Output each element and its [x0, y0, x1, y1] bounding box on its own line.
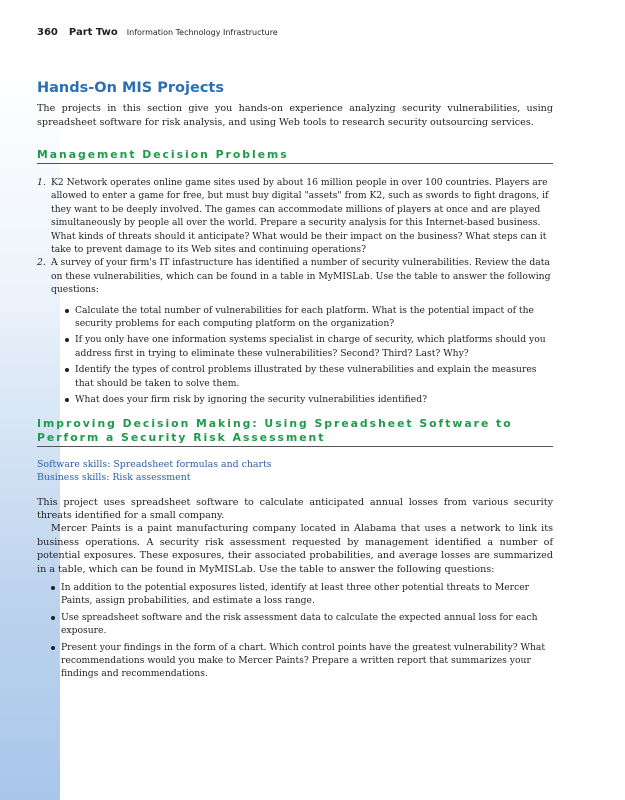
problem-item: 1. K2 Network operates online game sites used by about 16 million people in over 100 countries. Players are allowed to enter a game for free, but must buy digital "assets" from K2, such as swords to fight dragons, if they want to be deeply involved. The games can accommodate millions of players at once and are played simultaneously by people all over the world. Prepare a security analysis for this Internet-based business. What kinds of threats should it anticipate? What would be their impact on the business? What steps can it take to prevent damage to its Web sites and continuing operations? [37, 177, 549, 256]
part-label: Part Two [68, 27, 118, 38]
skills-block [37, 458, 553, 484]
running-head [37, 27, 278, 38]
list-item: If you only have one information systems specialist in charge of security, which platforms should you address first in trying to eliminate these vulnerabilities? Second? Third? Last? Why? [51, 333, 553, 360]
problem-text: A survey of your firm's IT infastructure has identified a number of security vulnerabilities. Review the data on these vulnerabilities, which can be found in a table in MyMISLab. Use the table to answer the following questions: [51, 257, 551, 296]
bullet-icon [65, 368, 69, 372]
bullet-icon [65, 398, 69, 402]
paragraph: This project uses spreadsheet software to calculate anticipated annual losses from various security threats identified for a small company. [37, 496, 553, 521]
problem-item: 2. A survey of your firm's IT infastructure has identified a number of security vulnerabilities. Review the data on these vulnerabilities, which can be found in a table in MyMISLab. Use the table to answer the following questions: Calculate the total number of vulnerabilities for each platform. What is the potential impact of the security problems for each computing platform on the organization? If you only have one information systems specialist in charge of security, which platforms should you address first in trying to eliminate these vulnerabilities? Second? Third? Last? Why? Identify the types of control problems illustrated by these vulnerabilities and explain the measures that should be taken to solve them. What does your firm risk by ignoring the security vulnerabilities identified? [37, 256, 553, 406]
improving-section-title: Improving Decision Making: Using Spreadsheet Software to Perform a Security Risk Assessment [37, 417, 553, 447]
bullet-icon [51, 616, 55, 620]
problem-list [37, 176, 553, 407]
list-item: In addition to the potential exposures listed, identify at least three other potential threats to Mercer Paints, assign probabilities, and estimate a loss range. [37, 581, 553, 608]
book-section-title: Information Technology Infrastructure [126, 28, 278, 37]
intro-paragraph: The projects in this section give you hands-on experience analyzing security vulnerabilities, using spreadsheet software for risk analysis, and using Web tools to research security outsourcing services. [37, 103, 553, 128]
question-list [51, 304, 553, 407]
list-item: Use spreadsheet software and the risk assessment data to calculate the expected annual loss for each exposure. [37, 611, 553, 638]
list-item: Calculate the total number of vulnerabilities for each platform. What is the potential impact of the security problems for each computing platform on the organization? [51, 304, 553, 331]
bullet-icon [51, 646, 55, 650]
list-item: What does your firm risk by ignoring the security vulnerabilities identified? [51, 393, 553, 406]
page-content [37, 80, 553, 684]
list-item: Present your findings in the form of a chart. Which control points have the greatest vulnerability? What recommendations would you make to Mercer Paints? Prepare a written report that summarizes your findings and recommendations. [37, 641, 553, 681]
bullet-icon [65, 309, 69, 313]
bullet-icon [65, 338, 69, 342]
list-item: Identify the types of control problems illustrated by these vulnerabilities and explain the measures that should be taken to solve them. [51, 363, 553, 390]
question-list [37, 581, 553, 681]
page-number: 360 [37, 27, 58, 38]
business-skills: Business skills: Risk assessment [37, 471, 191, 483]
software-skills: Software skills: Spreadsheet formulas and charts [37, 458, 272, 470]
project-description [37, 496, 553, 576]
page-heading: Hands-On MIS Projects [37, 80, 224, 96]
problem-text: K2 Network operates online game sites used by about 16 million people in over 100 countries. Players are allowed to enter a game for free, but must buy digital "assets" from K2, such as swords to fight dragons, if they want to be deeply involved. The games can accommodate millions of players at once and are played simultaneously by people all over the world. Prepare a security analysis for this Internet-based business. What kinds of threats should it anticipate? What would be their impact on the business? What steps can it take to prevent damage to its Web sites and continuing operations? [51, 177, 549, 256]
management-section-title: Management Decision Problems [37, 148, 553, 164]
bullet-icon [51, 586, 55, 590]
paragraph: Mercer Paints is a paint manufacturing company located in Alabama that uses a network to link its business operations. A security risk assessment requested by management identified a number of potential exposures. These exposures, their associated probabilities, and average losses are summarized in a table, which can be found in MyMISLab. Use the table to answer the following questions: [37, 523, 553, 575]
